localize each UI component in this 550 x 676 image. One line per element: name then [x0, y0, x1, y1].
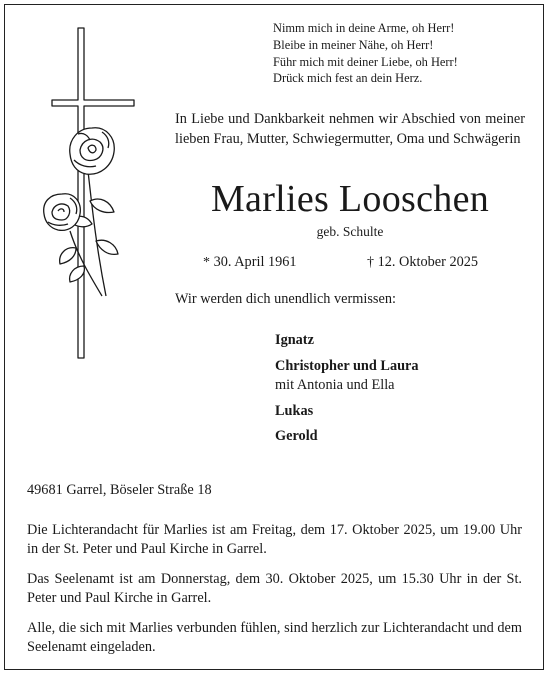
poem-line: Bleibe in meiner Nähe, oh Herr!	[273, 37, 434, 52]
family-member: Lukas	[275, 402, 314, 419]
service-note: Die Lichterandacht für Marlies ist am Freitag, dem 17. Oktober 2025, um 19.00 Uhr in der St. Peter und Paul Kirche in Garrel.	[27, 522, 522, 558]
deceased-name: Marlies Looschen	[210, 178, 490, 220]
cross-with-roses-icon	[30, 26, 140, 366]
service-note: Das Seelenamt ist am Donnerstag, dem 30. Oktober 2025, um 15.30 Uhr in der St. Peter und Paul Kirche in Garrel.	[27, 570, 522, 607]
family-member: Ignatz	[275, 332, 314, 348]
birth-star-icon: *	[203, 255, 210, 270]
miss-text: Wir werden dich unendlich vermissen:	[175, 291, 396, 307]
family-member-note: mit Antonia und Ella	[275, 377, 395, 393]
poem-line: Nimm mich in deine Arme, oh Herr!	[273, 21, 455, 35]
service-note: Alle, die sich mit Marlies verbunden fühlen, sind herzlich zur Lichterandacht und dem Seelenamt eingeladen.	[27, 619, 522, 656]
birth-date-group	[203, 254, 297, 271]
rose-icon	[70, 128, 115, 174]
service-notes	[27, 521, 522, 657]
rose-icon	[44, 194, 81, 231]
family-list	[275, 331, 419, 447]
family-member: Christopher und Laura	[275, 357, 419, 374]
poem-line: Führ mich mit deiner Liebe, oh Herr!	[273, 54, 458, 69]
cross-icon	[52, 28, 134, 358]
poem-line: Drück mich fest an dein Herz.	[273, 71, 423, 86]
family-member: Gerold	[275, 428, 318, 444]
poem	[273, 20, 533, 87]
intro-text: In Liebe und Dankbarkeit nehmen wir Abschied von meiner lieben Frau, Mutter, Schwiegermutter, Oma und Schwägerin	[175, 111, 525, 147]
death-date-group	[367, 254, 478, 271]
death-cross-icon: †	[367, 255, 374, 270]
death-date: 12. Oktober 2025	[377, 254, 479, 270]
address: 49681 Garrel, Böseler Straße 18	[27, 482, 212, 498]
maiden-name: geb. Schulte	[316, 224, 384, 239]
birth-date: 30. April 1961	[213, 254, 297, 270]
